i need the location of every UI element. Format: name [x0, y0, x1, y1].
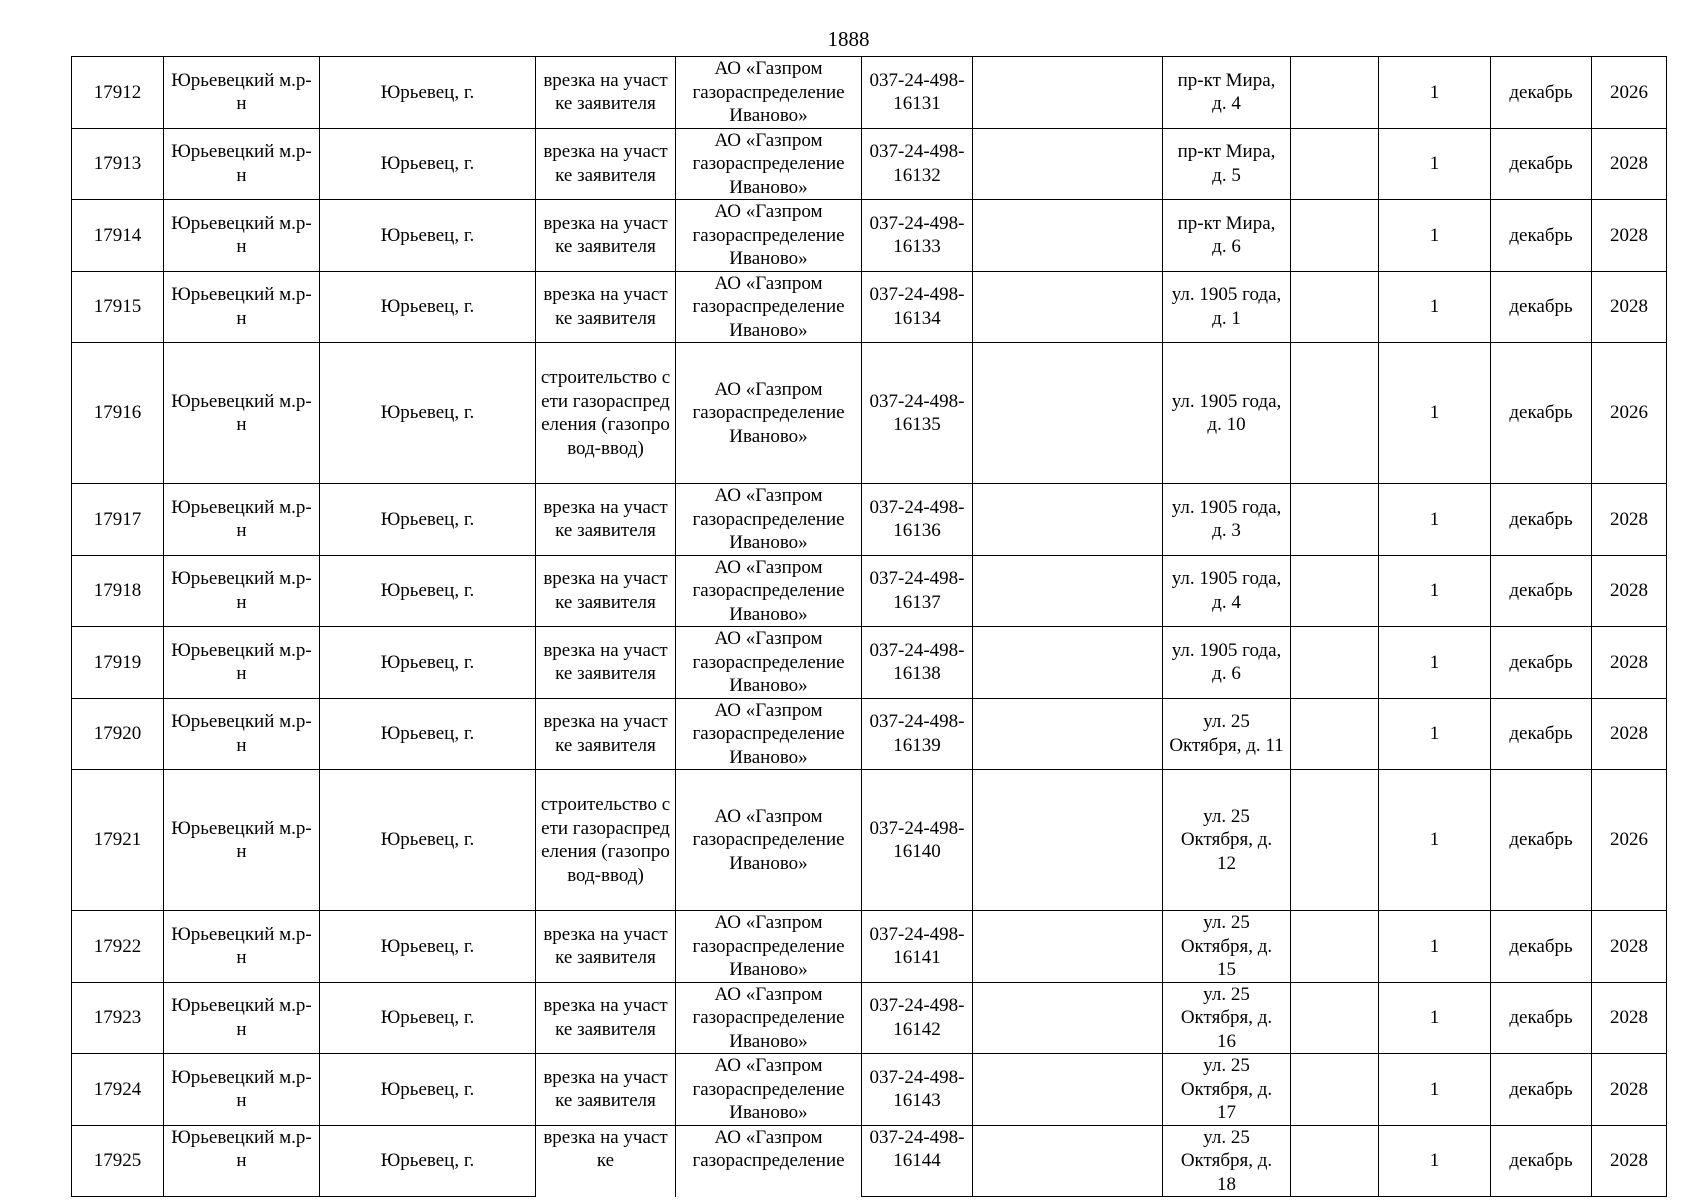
row-number-cell: 17913: [72, 128, 164, 200]
row-number-cell: 17912: [72, 57, 164, 129]
address-cell: пр-кт Мира, д. 5: [1163, 128, 1291, 200]
table-row: [72, 1054, 1667, 1126]
address-cell: ул. 1905 года, д. 1: [1163, 271, 1291, 343]
district-cell: Юрьевецкий м.р-н: [164, 982, 320, 1054]
row-number-cell: 17917: [72, 484, 164, 556]
object-code-cell: 037-24-498-16132: [862, 128, 973, 200]
empty-cell: [1291, 911, 1379, 983]
empty-cell: [973, 1054, 1163, 1126]
row-number-cell: 17924: [72, 1054, 164, 1126]
count-cell: 1: [1379, 484, 1491, 556]
district-cell: Юрьевецкий м.р-н: [164, 911, 320, 983]
work-type-cell: строительство сети газораспределения (газопровод-ввод): [536, 343, 676, 484]
count-cell: 1: [1379, 1125, 1491, 1197]
work-type-cell: врезка на участке заявителя: [536, 57, 676, 129]
page-number: 1888: [827, 27, 870, 51]
table-body: [72, 57, 1667, 1197]
month-cell: декабрь: [1491, 982, 1592, 1054]
district-cell: Юрьевецкий м.р-н: [164, 555, 320, 627]
city-cell: Юрьевец, г.: [320, 911, 536, 983]
empty-cell: [973, 343, 1163, 484]
organization-cell: АО «Газпром газораспределение Иваново»: [676, 128, 862, 200]
district-cell: Юрьевецкий м.р-н: [164, 627, 320, 699]
work-type-cell: врезка на участке заявителя: [536, 484, 676, 556]
empty-cell: [1291, 555, 1379, 627]
object-code-cell: 037-24-498-16144: [862, 1125, 973, 1197]
empty-cell: [973, 484, 1163, 556]
row-number-cell: 17925: [72, 1125, 164, 1197]
empty-cell: [1291, 698, 1379, 770]
row-number-cell: 17916: [72, 343, 164, 484]
month-cell: декабрь: [1491, 911, 1592, 983]
count-cell: 1: [1379, 982, 1491, 1054]
table-row: [72, 911, 1667, 983]
organization-cell: АО «Газпром газораспределение Иваново»: [676, 343, 862, 484]
table-row: [72, 1125, 1667, 1197]
table-row: [72, 271, 1667, 343]
city-cell: Юрьевец, г.: [320, 627, 536, 699]
row-number-cell: 17922: [72, 911, 164, 983]
year-cell: 2028: [1592, 982, 1667, 1054]
table-row: [72, 555, 1667, 627]
empty-cell: [973, 770, 1163, 911]
empty-cell: [973, 555, 1163, 627]
district-cell: Юрьевецкий м.р-н: [164, 1054, 320, 1126]
year-cell: 2028: [1592, 484, 1667, 556]
table-row: [72, 57, 1667, 129]
month-cell: декабрь: [1491, 57, 1592, 129]
address-cell: ул. 25 Октября, д. 12: [1163, 770, 1291, 911]
address-cell: ул. 25 Октября, д. 17: [1163, 1054, 1291, 1126]
table-row: [72, 627, 1667, 699]
organization-cell: АО «Газпром газораспределение Иваново»: [676, 982, 862, 1054]
month-cell: декабрь: [1491, 1125, 1592, 1197]
empty-cell: [973, 128, 1163, 200]
count-cell: 1: [1379, 698, 1491, 770]
empty-cell: [973, 911, 1163, 983]
organization-cell: АО «Газпром газораспределение Иваново»: [676, 698, 862, 770]
object-code-cell: 037-24-498-16136: [862, 484, 973, 556]
table-row: [72, 200, 1667, 272]
count-cell: 1: [1379, 200, 1491, 272]
city-cell: Юрьевец, г.: [320, 698, 536, 770]
table-row: [72, 770, 1667, 911]
empty-cell: [973, 200, 1163, 272]
address-cell: пр-кт Мира, д. 4: [1163, 57, 1291, 129]
district-cell: Юрьевецкий м.р-н: [164, 343, 320, 484]
address-cell: ул. 1905 года, д. 10: [1163, 343, 1291, 484]
organization-cell: АО «Газпром газораспределение Иваново»: [676, 911, 862, 983]
organization-cell: АО «Газпром газораспределение Иваново»: [676, 555, 862, 627]
empty-cell: [1291, 343, 1379, 484]
district-cell: Юрьевецкий м.р-н: [164, 1125, 320, 1197]
year-cell: 2026: [1592, 770, 1667, 911]
address-cell: ул. 1905 года, д. 4: [1163, 555, 1291, 627]
city-cell: Юрьевец, г.: [320, 982, 536, 1054]
year-cell: 2028: [1592, 1054, 1667, 1126]
count-cell: 1: [1379, 343, 1491, 484]
year-cell: 2028: [1592, 128, 1667, 200]
address-cell: ул. 1905 года, д. 6: [1163, 627, 1291, 699]
empty-cell: [973, 698, 1163, 770]
work-type-cell: врезка на участке заявителя: [536, 555, 676, 627]
city-cell: Юрьевец, г.: [320, 770, 536, 911]
count-cell: 1: [1379, 911, 1491, 983]
empty-cell: [1291, 1125, 1379, 1197]
work-type-cell: врезка на участке заявителя: [536, 911, 676, 983]
address-cell: ул. 25 Октября, д. 18: [1163, 1125, 1291, 1197]
empty-cell: [1291, 57, 1379, 129]
empty-cell: [1291, 128, 1379, 200]
table-row: [72, 484, 1667, 556]
city-cell: Юрьевец, г.: [320, 271, 536, 343]
organization-cell: АО «Газпром газораспределение Иваново»: [676, 1054, 862, 1126]
organization-cell: АО «Газпром газораспределение Иваново»: [676, 200, 862, 272]
city-cell: Юрьевец, г.: [320, 1125, 536, 1197]
organization-cell: АО «Газпром газораспределение: [676, 1125, 862, 1197]
month-cell: декабрь: [1491, 343, 1592, 484]
empty-cell: [973, 627, 1163, 699]
row-number-cell: 17920: [72, 698, 164, 770]
year-cell: 2026: [1592, 57, 1667, 129]
district-cell: Юрьевецкий м.р-н: [164, 57, 320, 129]
city-cell: Юрьевец, г.: [320, 128, 536, 200]
city-cell: Юрьевец, г.: [320, 57, 536, 129]
row-number-cell: 17914: [72, 200, 164, 272]
empty-cell: [973, 57, 1163, 129]
count-cell: 1: [1379, 770, 1491, 911]
month-cell: декабрь: [1491, 770, 1592, 911]
object-code-cell: 037-24-498-16134: [862, 271, 973, 343]
row-number-cell: 17919: [72, 627, 164, 699]
month-cell: декабрь: [1491, 271, 1592, 343]
month-cell: декабрь: [1491, 627, 1592, 699]
object-code-cell: 037-24-498-16138: [862, 627, 973, 699]
year-cell: 2028: [1592, 911, 1667, 983]
city-cell: Юрьевец, г.: [320, 343, 536, 484]
city-cell: Юрьевец, г.: [320, 1054, 536, 1126]
empty-cell: [1291, 484, 1379, 556]
object-code-cell: 037-24-498-16142: [862, 982, 973, 1054]
address-cell: ул. 25 Октября, д. 16: [1163, 982, 1291, 1054]
table-row: [72, 343, 1667, 484]
row-number-cell: 17915: [72, 271, 164, 343]
empty-cell: [973, 1125, 1163, 1197]
object-code-cell: 037-24-498-16139: [862, 698, 973, 770]
district-cell: Юрьевецкий м.р-н: [164, 698, 320, 770]
object-code-cell: 037-24-498-16137: [862, 555, 973, 627]
month-cell: декабрь: [1491, 484, 1592, 556]
year-cell: 2028: [1592, 1125, 1667, 1197]
count-cell: 1: [1379, 57, 1491, 129]
object-code-cell: 037-24-498-16135: [862, 343, 973, 484]
empty-cell: [1291, 1054, 1379, 1126]
count-cell: 1: [1379, 1054, 1491, 1126]
work-type-cell: врезка на участке заявителя: [536, 128, 676, 200]
count-cell: 1: [1379, 271, 1491, 343]
address-cell: ул. 25 Октября, д. 11: [1163, 698, 1291, 770]
address-cell: ул. 25 Октября, д. 15: [1163, 911, 1291, 983]
row-number-cell: 17921: [72, 770, 164, 911]
object-code-cell: 037-24-498-16133: [862, 200, 973, 272]
object-code-cell: 037-24-498-16143: [862, 1054, 973, 1126]
work-type-cell: врезка на участке: [536, 1125, 676, 1197]
empty-cell: [1291, 770, 1379, 911]
empty-cell: [1291, 982, 1379, 1054]
count-cell: 1: [1379, 627, 1491, 699]
object-code-cell: 037-24-498-16141: [862, 911, 973, 983]
organization-cell: АО «Газпром газораспределение Иваново»: [676, 627, 862, 699]
empty-cell: [1291, 200, 1379, 272]
table-row: [72, 128, 1667, 200]
work-type-cell: строительство сети газораспределения (газопровод-ввод): [536, 770, 676, 911]
year-cell: 2028: [1592, 627, 1667, 699]
organization-cell: АО «Газпром газораспределение Иваново»: [676, 57, 862, 129]
district-cell: Юрьевецкий м.р-н: [164, 770, 320, 911]
empty-cell: [973, 271, 1163, 343]
year-cell: 2028: [1592, 555, 1667, 627]
district-cell: Юрьевецкий м.р-н: [164, 128, 320, 200]
organization-cell: АО «Газпром газораспределение Иваново»: [676, 484, 862, 556]
object-code-cell: 037-24-498-16131: [862, 57, 973, 129]
count-cell: 1: [1379, 128, 1491, 200]
empty-cell: [1291, 271, 1379, 343]
city-cell: Юрьевец, г.: [320, 200, 536, 272]
empty-cell: [1291, 627, 1379, 699]
year-cell: 2026: [1592, 343, 1667, 484]
row-number-cell: 17923: [72, 982, 164, 1054]
object-code-cell: 037-24-498-16140: [862, 770, 973, 911]
year-cell: 2028: [1592, 698, 1667, 770]
address-cell: пр-кт Мира, д. 6: [1163, 200, 1291, 272]
address-cell: ул. 1905 года, д. 3: [1163, 484, 1291, 556]
month-cell: декабрь: [1491, 698, 1592, 770]
work-type-cell: врезка на участке заявителя: [536, 271, 676, 343]
city-cell: Юрьевец, г.: [320, 484, 536, 556]
month-cell: декабрь: [1491, 555, 1592, 627]
data-table: [71, 56, 1667, 1197]
year-cell: 2028: [1592, 200, 1667, 272]
work-type-cell: врезка на участке заявителя: [536, 698, 676, 770]
table-row: [72, 698, 1667, 770]
work-type-cell: врезка на участке заявителя: [536, 627, 676, 699]
district-cell: Юрьевецкий м.р-н: [164, 200, 320, 272]
work-type-cell: врезка на участке заявителя: [536, 982, 676, 1054]
month-cell: декабрь: [1491, 128, 1592, 200]
year-cell: 2028: [1592, 271, 1667, 343]
work-type-cell: врезка на участке заявителя: [536, 1054, 676, 1126]
count-cell: 1: [1379, 555, 1491, 627]
organization-cell: АО «Газпром газораспределение Иваново»: [676, 770, 862, 911]
organization-cell: АО «Газпром газораспределение Иваново»: [676, 271, 862, 343]
empty-cell: [973, 982, 1163, 1054]
table-row: [72, 982, 1667, 1054]
month-cell: декабрь: [1491, 1054, 1592, 1126]
row-number-cell: 17918: [72, 555, 164, 627]
work-type-cell: врезка на участке заявителя: [536, 200, 676, 272]
district-cell: Юрьевецкий м.р-н: [164, 484, 320, 556]
district-cell: Юрьевецкий м.р-н: [164, 271, 320, 343]
city-cell: Юрьевец, г.: [320, 555, 536, 627]
month-cell: декабрь: [1491, 200, 1592, 272]
